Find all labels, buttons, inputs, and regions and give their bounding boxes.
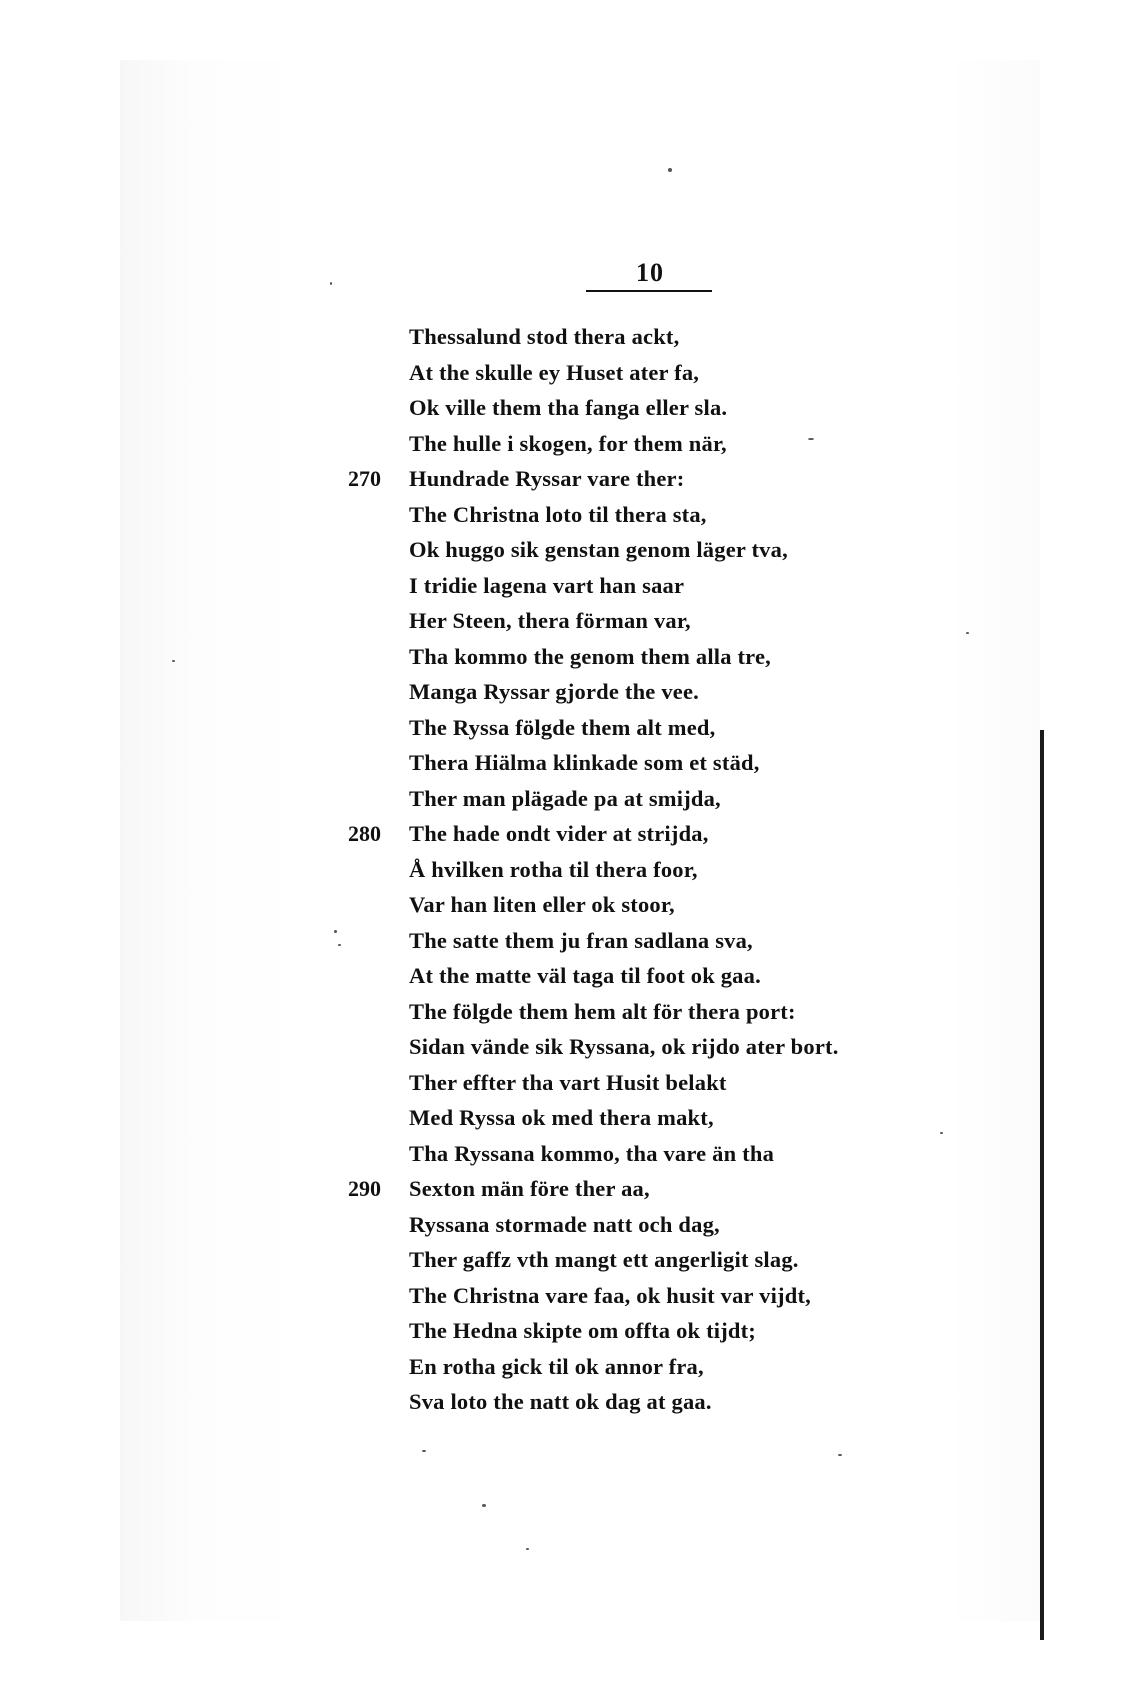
line-text: Sidan vände sik Ryssana, ok rijdo ater bort. [409, 1034, 839, 1059]
poem-text [0, 319, 1140, 1420]
poem-line [0, 816, 1140, 852]
poem-line [0, 319, 1140, 355]
line-text: Thera Hiälma klinkade som et städ, [409, 750, 760, 775]
line-text: Ryssana stormade natt och dag, [409, 1211, 720, 1237]
poem-line [0, 1313, 1140, 1349]
poem-line [0, 1171, 1140, 1207]
line-text: The Hedna skipte om offta ok tijdt; [409, 1318, 757, 1343]
poem-line [0, 639, 1140, 675]
line-text: The Ryssa fölgde them alt med, [409, 714, 716, 740]
header-rule [586, 290, 712, 292]
line-text: Thessalund stod thera ackt, [409, 324, 680, 349]
scan-speck [808, 438, 814, 440]
line-text: Ok ville them tha fanga eller sla. [409, 395, 728, 420]
line-text: The hulle i skogen, for them när, [409, 430, 727, 456]
line-text: Her Steen, thera förman var, [409, 608, 691, 633]
poem-line [0, 1207, 1140, 1243]
line-text: At the skulle ey Huset ater fa, [409, 359, 700, 385]
scan-speck [482, 1504, 486, 1507]
poem-line [0, 1136, 1140, 1172]
poem-line [0, 852, 1140, 888]
poem-line [0, 1384, 1140, 1420]
scan-speck [172, 660, 175, 662]
poem-line [0, 426, 1140, 462]
poem-line [0, 958, 1140, 994]
poem-line [0, 568, 1140, 604]
poem-line [0, 745, 1140, 781]
scan-speck [966, 632, 969, 634]
scan-speck [422, 1450, 426, 1452]
line-text: The Christna loto til thera sta, [409, 501, 707, 527]
scan-speck [838, 1454, 842, 1456]
line-text: Ther effter tha vart Husit belakt [409, 1069, 727, 1095]
poem-line [0, 923, 1140, 959]
line-text: I tridie lagena vart han saar [409, 572, 685, 598]
scan-speck [338, 944, 341, 946]
line-text: Manga Ryssar gjorde the vee. [409, 679, 699, 704]
poem-line [0, 497, 1140, 533]
line-text: En rotha gick til ok annor fra, [409, 1353, 704, 1379]
line-text: The Christna vare faa, ok husit var vijdt, [409, 1282, 811, 1308]
poem-line [0, 1349, 1140, 1385]
line-text: Å hvilken rotha til thera foor, [409, 856, 698, 882]
line-text: The fölgde them hem alt för thera port: [409, 998, 796, 1024]
scan-speck [668, 168, 672, 172]
scan-speck [330, 282, 332, 285]
line-text: Ther gaffz vth mangt ett angerligit slag. [409, 1247, 799, 1272]
line-number: 270 [348, 466, 381, 491]
poem-line [0, 781, 1140, 817]
line-text: Hundrade Ryssar vare ther: [409, 466, 685, 491]
poem-line [0, 1242, 1140, 1278]
poem-line [0, 1029, 1140, 1065]
line-text: Ok huggo sik genstan genom läger tva, [409, 537, 788, 562]
line-text: Var han liten eller ok stoor, [409, 892, 675, 917]
poem-line [0, 1065, 1140, 1101]
poem-line [0, 887, 1140, 923]
page-number: 10 [636, 258, 664, 287]
poem-line [0, 1278, 1140, 1314]
poem-line [0, 532, 1140, 568]
line-number: 280 [348, 821, 381, 846]
line-text: Sexton män före ther aa, [409, 1176, 650, 1201]
scan-speck [940, 1132, 943, 1134]
poem-line [0, 355, 1140, 391]
line-number: 290 [348, 1176, 381, 1201]
line-text: Sva loto the natt ok dag at gaa. [409, 1389, 712, 1414]
poem-line [0, 1100, 1140, 1136]
line-text: At the matte väl taga til foot ok gaa. [409, 963, 761, 988]
poem-line [0, 710, 1140, 746]
line-text: Ther man plägade pa at smijda, [409, 785, 721, 811]
poem-line [0, 390, 1140, 426]
line-text: The hade ondt vider at strijda, [409, 821, 709, 846]
line-text: Med Ryssa ok med thera makt, [409, 1105, 714, 1130]
scan-speck [526, 1548, 529, 1550]
poem-line [0, 461, 1140, 497]
poem-line [0, 994, 1140, 1030]
line-text: The satte them ju fran sadlana sva, [409, 927, 753, 953]
poem-line [0, 603, 1140, 639]
poem-line [0, 674, 1140, 710]
line-text: Tha kommo the genom them alla tre, [409, 643, 771, 669]
line-text: Tha Ryssana kommo, tha vare än tha [409, 1140, 775, 1166]
scan-speck [334, 930, 337, 933]
